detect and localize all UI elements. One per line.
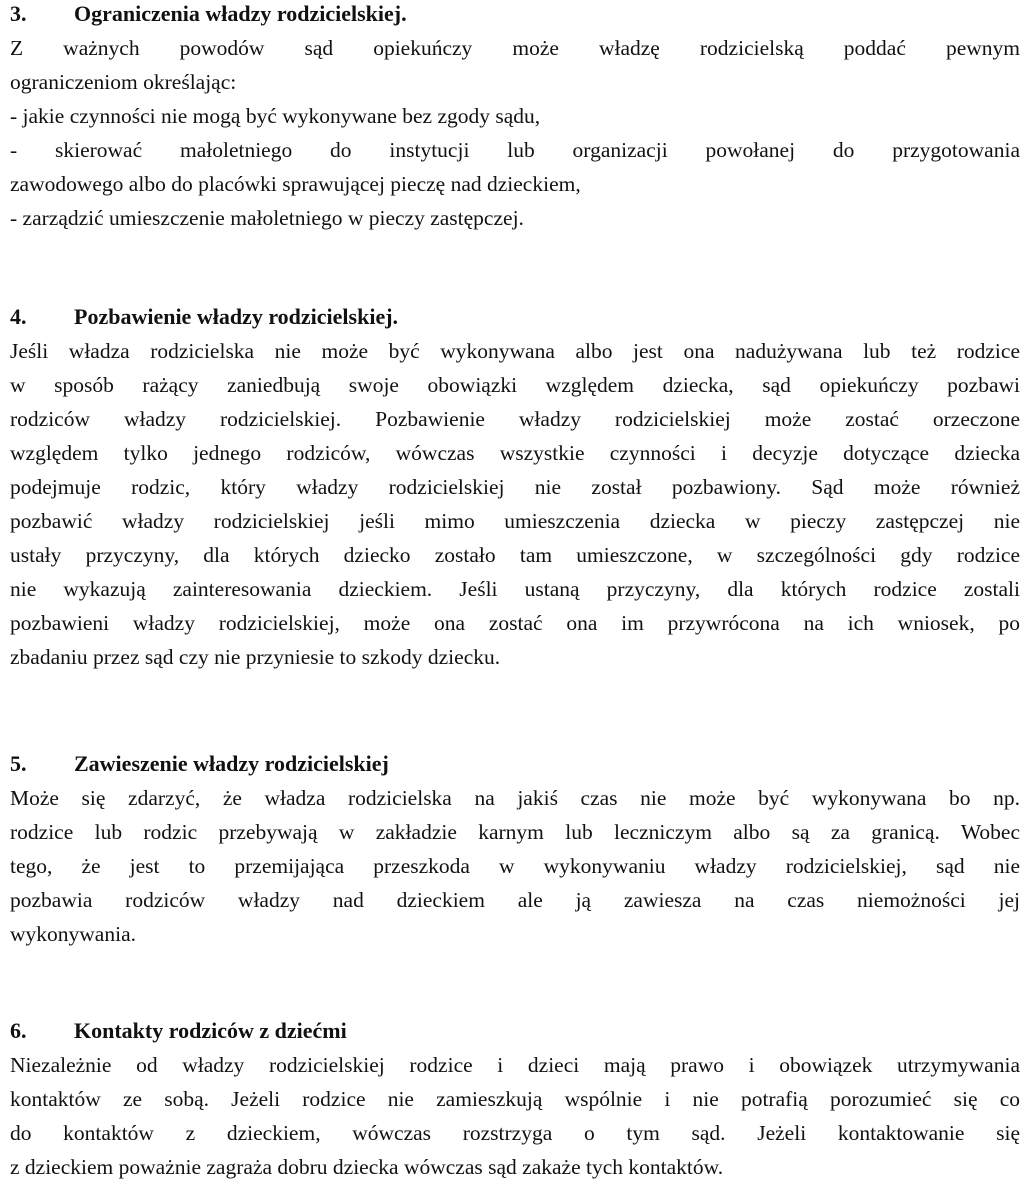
paragraph-line: ustały przyczyny, dla których dziecko zostało tam umieszczone, w szczególności gdy rodzice <box>10 543 1020 567</box>
list-item: - skierować małoletniego do instytucji lub organizacji powołanej do przygotowania <box>10 138 1020 162</box>
paragraph-line: ograniczeniom określając: <box>10 70 237 94</box>
paragraph-line: zawodowego albo do placówki sprawującej pieczę nad dzieckiem, <box>10 172 581 196</box>
paragraph-line: rodziców władzy rodzicielskiej. Pozbawienie władzy rodzicielskiej może zostać orzeczone <box>10 407 1020 431</box>
paragraph-line: Z ważnych powodów sąd opiekuńczy może władzę rodzicielską poddać pewnym <box>10 36 1020 60</box>
paragraph-line: zbadaniu przez sąd czy nie przyniesie to szkody dziecku. <box>10 645 501 669</box>
paragraph-line: rodzice lub rodzic przebywają w zakładzie karnym lub leczniczym albo są za granicą. Wobec <box>10 820 1020 844</box>
paragraph-line: Niezależnie od władzy rodzicielskiej rodzice i dzieci mają prawo i obowiązek utrzymywania <box>10 1053 1020 1077</box>
paragraph-line: Jeśli władza rodzicielska nie może być wykonywana albo jest ona nadużywana lub też rodzice <box>10 339 1020 363</box>
section-title: Ograniczenia władzy rodzicielskiej. <box>74 1 407 26</box>
section-number: 4. <box>10 304 27 329</box>
section-number: 6. <box>10 1018 27 1043</box>
paragraph-line: pozbawić władzy rodzicielskiej jeśli mimo umieszczenia dziecka w pieczy zastępczej nie <box>10 509 1020 533</box>
section-heading <box>10 747 1020 781</box>
paragraph-line: pozbawieni władzy rodzicielskiej, może ona zostać ona im przywrócona na ich wniosek, po <box>10 611 1020 635</box>
section-number: 3. <box>10 1 27 26</box>
section-heading <box>10 300 1020 334</box>
paragraph-line: w sposób rażący zaniedbują swoje obowiązki względem dziecka, sąd opiekuńczy pozbawi <box>10 373 1020 397</box>
section-title: Zawieszenie władzy rodzicielskiej <box>74 751 389 776</box>
list-item: - zarządzić umieszczenie małoletniego w pieczy zastępczej. <box>10 206 524 230</box>
section-5 <box>10 747 1020 951</box>
section-6 <box>10 1014 1020 1184</box>
paragraph-line: z dzieckiem poważnie zagraża dobru dziecka wówczas sąd zakaże tych kontaktów. <box>10 1155 724 1179</box>
paragraph-line: kontaktów ze sobą. Jeżeli rodzice nie zamieszkują wspólnie i nie potrafią porozumieć się co <box>10 1087 1020 1111</box>
paragraph-line: wykonywania. <box>10 922 136 946</box>
section-number: 5. <box>10 751 27 776</box>
paragraph-line: pozbawia rodziców władzy nad dzieckiem ale ją zawiesza na czas niemożności jej <box>10 888 1020 912</box>
list-item: - jakie czynności nie mogą być wykonywane bez zgody sądu, <box>10 104 541 128</box>
paragraph-line: względem tylko jednego rodziców, wówczas wszystkie czynności i decyzje dotyczące dziecka <box>10 441 1020 465</box>
paragraph-line: Może się zdarzyć, że władza rodzicielska na jakiś czas nie może być wykonywana bo np. <box>10 786 1020 810</box>
section-heading <box>10 1014 1020 1048</box>
section-4 <box>10 300 1020 674</box>
section-heading <box>10 0 1020 31</box>
paragraph-line: nie wykazują zainteresowania dzieckiem. Jeśli ustaną przyczyny, dla których rodzice zostali <box>10 577 1020 601</box>
paragraph-line: tego, że jest to przemijająca przeszkoda w wykonywaniu władzy rodzicielskiej, sąd nie <box>10 854 1020 878</box>
paragraph-line: podejmuje rodzic, który władzy rodzicielskiej nie został pozbawiony. Sąd może również <box>10 475 1020 499</box>
section-title: Kontakty rodziców z dziećmi <box>74 1018 347 1043</box>
paragraph-line: do kontaktów z dzieckiem, wówczas rozstrzyga o tym sąd. Jeżeli kontaktowanie się <box>10 1121 1020 1145</box>
section-title: Pozbawienie władzy rodzicielskiej. <box>74 304 399 329</box>
section-3 <box>10 0 1020 235</box>
